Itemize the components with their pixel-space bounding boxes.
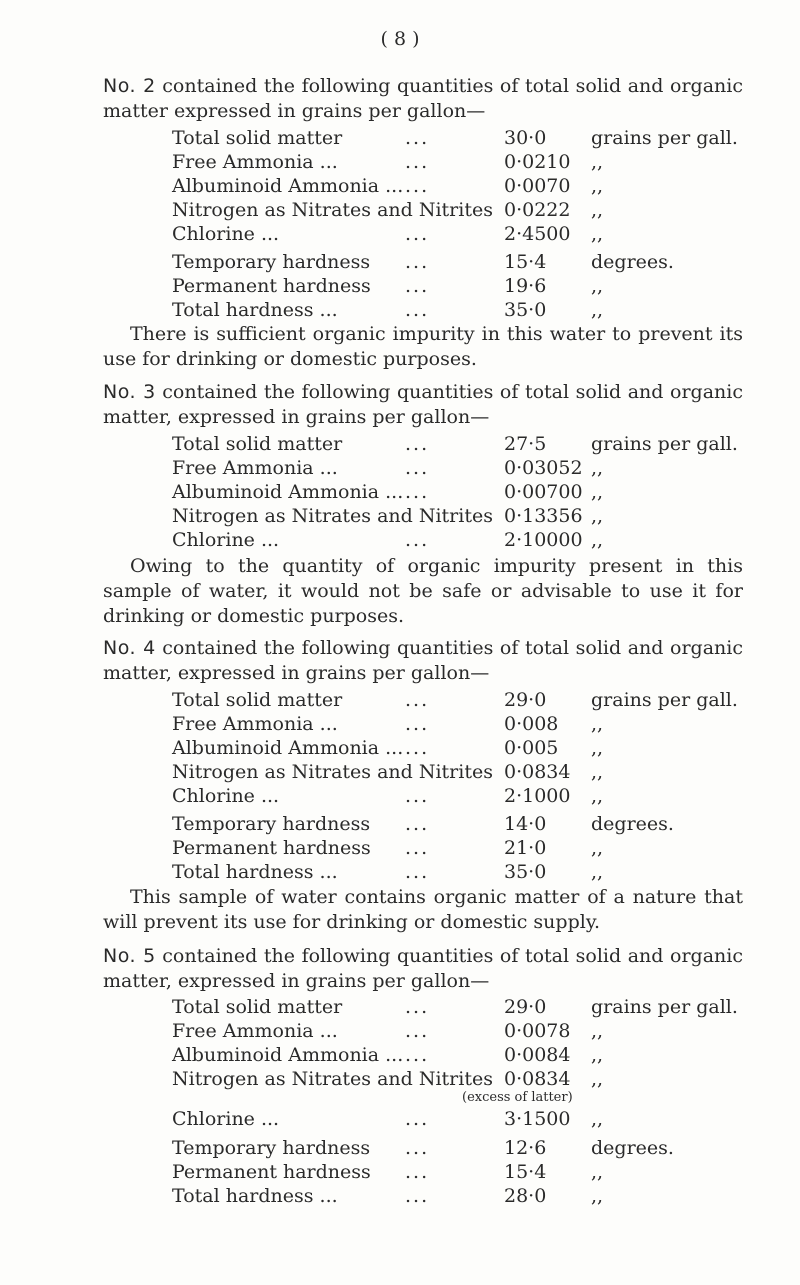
table-row	[0, 126, 800, 151]
table-row	[0, 688, 800, 713]
row-unit: ,,	[591, 737, 604, 759]
row-unit: ,,	[591, 761, 604, 783]
table-row	[0, 150, 800, 175]
row-label: Free Ammonia ...	[172, 713, 338, 735]
row-unit: ,,	[591, 1068, 604, 1090]
row-unit: grains per gall.	[591, 689, 738, 711]
section-conclusion: There is sufficient organic impurity in this water to prevent its use for drinking or domestic purposes.	[103, 323, 743, 370]
row-unit: grains per gall.	[591, 127, 738, 149]
row-label: Total hardness ...	[172, 1185, 338, 1207]
row-value: 29·0	[504, 996, 547, 1018]
row-unit: ,,	[591, 1044, 604, 1066]
leader-dots: ...	[405, 151, 430, 173]
leader-dots: ...	[405, 251, 430, 273]
row-label: Albuminoid Ammonia ...	[172, 1044, 404, 1066]
row-unit: ,,	[591, 299, 604, 321]
leader-dots: ...	[405, 737, 430, 759]
row-unit: grains per gall.	[591, 433, 738, 455]
row-unit: degrees.	[591, 1137, 674, 1159]
section-intro	[103, 74, 743, 124]
row-unit: ,,	[591, 457, 604, 479]
row-label: Total solid matter	[172, 127, 343, 149]
table-row	[0, 504, 800, 529]
row-unit: ,,	[591, 505, 604, 527]
row-value: 0·0222	[504, 199, 571, 221]
row-unit: ,,	[591, 837, 604, 859]
row-value: 2·10000	[504, 529, 583, 551]
row-unit: ,,	[591, 529, 604, 551]
row-unit: grains per gall.	[591, 996, 738, 1018]
section-conclusion: This sample of water contains organic matter of a nature that will prevent its use for drinking or domestic supply.	[103, 886, 743, 933]
leader-dots: ...	[405, 1108, 430, 1130]
section-intro	[103, 380, 743, 430]
intro-text: contained the following quantities of total solid and organic matter expressed in grains per gallon—	[103, 75, 743, 122]
row-label: Albuminoid Ammonia ...	[172, 737, 404, 759]
leader-dots: ...	[405, 1185, 430, 1207]
row-value: 28·0	[504, 1185, 547, 1207]
row-value: 29·0	[504, 689, 547, 711]
row-value: 0·0834	[504, 761, 571, 783]
row-label: Nitrogen as Nitrates and Nitrites	[172, 505, 493, 527]
row-label: Free Ammonia ...	[172, 457, 338, 479]
row-value: 0·008	[504, 713, 559, 735]
table-row	[0, 528, 800, 553]
leader-dots: ...	[405, 481, 430, 503]
row-label: Total hardness ...	[172, 299, 338, 321]
table-row	[0, 298, 800, 323]
row-unit: ,,	[591, 1020, 604, 1042]
row-unit: ,,	[591, 785, 604, 807]
table-row	[0, 1136, 800, 1161]
row-value: 14·0	[504, 813, 547, 835]
row-value: 0·0084	[504, 1044, 571, 1066]
row-value: 0·0070	[504, 175, 571, 197]
leader-dots: ...	[405, 713, 430, 735]
row-value: 0·0834	[504, 1068, 571, 1090]
leader-dots: ...	[405, 457, 430, 479]
leader-dots: ...	[405, 223, 430, 245]
table-row	[0, 812, 800, 837]
table-row	[0, 198, 800, 223]
table-row	[0, 432, 800, 457]
row-unit: degrees.	[591, 251, 674, 273]
table-row	[0, 712, 800, 737]
row-label: Permanent hardness	[172, 837, 371, 859]
row-label: Permanent hardness	[172, 1161, 371, 1183]
row-unit: ,,	[591, 175, 604, 197]
row-value: 35·0	[504, 861, 547, 883]
intro-text: contained the following quantities of total solid and organic matter, expressed in grains per gallon—	[103, 381, 743, 428]
row-value: 21·0	[504, 837, 547, 859]
leader-dots: ...	[405, 175, 430, 197]
leader-dots: ...	[405, 1137, 430, 1159]
leader-dots: ...	[405, 861, 430, 883]
leader-dots: ...	[405, 996, 430, 1018]
row-value: 35·0	[504, 299, 547, 321]
footnote-excess: (excess of latter)	[462, 1090, 573, 1105]
table-row	[0, 1107, 800, 1132]
table-row	[0, 456, 800, 481]
table-row	[0, 274, 800, 299]
row-label: Total solid matter	[172, 689, 343, 711]
row-unit: degrees.	[591, 813, 674, 835]
page-number: ( 8 )	[380, 28, 420, 50]
leader-dots: ...	[405, 1020, 430, 1042]
leader-dots: ...	[405, 529, 430, 551]
row-value: 3·1500	[504, 1108, 571, 1130]
table-row	[0, 836, 800, 861]
row-label: Free Ammonia ...	[172, 151, 338, 173]
leader-dots: ...	[405, 275, 430, 297]
leader-dots: ...	[405, 785, 430, 807]
row-label: Chlorine ...	[172, 223, 280, 245]
row-label: Albuminoid Ammonia ...	[172, 481, 404, 503]
table-row	[0, 860, 800, 885]
table-row	[0, 174, 800, 199]
table-row	[0, 250, 800, 275]
row-unit: ,,	[591, 1185, 604, 1207]
row-value: 0·0210	[504, 151, 571, 173]
row-value: 0·03052	[504, 457, 583, 479]
section-heading: No. 3	[103, 381, 156, 403]
row-value: 15·4	[504, 1161, 547, 1183]
row-label: Total hardness ...	[172, 861, 338, 883]
row-label: Total solid matter	[172, 433, 343, 455]
row-value: 15·4	[504, 251, 547, 273]
table-row	[0, 784, 800, 809]
row-label: Temporary hardness	[172, 813, 371, 835]
table-row	[0, 1184, 800, 1209]
row-value: 0·005	[504, 737, 559, 759]
table-row	[0, 1043, 800, 1068]
section-intro	[103, 636, 743, 686]
row-value: 0·00700	[504, 481, 583, 503]
row-unit: ,,	[591, 1161, 604, 1183]
row-value: 2·4500	[504, 223, 571, 245]
row-value: 27·5	[504, 433, 547, 455]
row-value: 30·0	[504, 127, 547, 149]
row-label: Total solid matter	[172, 996, 343, 1018]
section-heading: No. 2	[103, 75, 156, 97]
row-label: Temporary hardness	[172, 1137, 371, 1159]
table-row	[0, 736, 800, 761]
row-value: 2·1000	[504, 785, 571, 807]
row-value: 0·0078	[504, 1020, 571, 1042]
leader-dots: ...	[405, 837, 430, 859]
row-unit: ,,	[591, 861, 604, 883]
intro-text: contained the following quantities of total solid and organic matter, expressed in grains per gallon—	[103, 637, 743, 684]
row-unit: ,,	[591, 151, 604, 173]
section-heading: No. 5	[103, 945, 156, 967]
row-unit: ,,	[591, 199, 604, 221]
leader-dots: ...	[405, 299, 430, 321]
leader-dots: ...	[405, 813, 430, 835]
row-label: Albuminoid Ammonia ...	[172, 175, 404, 197]
intro-text: contained the following quantities of total solid and organic matter, expressed in grains per gallon—	[103, 945, 743, 992]
row-label: Chlorine ...	[172, 529, 280, 551]
row-label: Permanent hardness	[172, 275, 371, 297]
leader-dots: ...	[405, 1044, 430, 1066]
table-row	[0, 760, 800, 785]
section-heading: No. 4	[103, 637, 156, 659]
table-row	[0, 480, 800, 505]
row-label: Nitrogen as Nitrates and Nitrites	[172, 761, 493, 783]
row-unit: ,,	[591, 275, 604, 297]
leader-dots: ...	[405, 689, 430, 711]
row-label: Chlorine ...	[172, 785, 280, 807]
row-label: Temporary hardness	[172, 251, 371, 273]
table-row	[0, 1019, 800, 1044]
row-unit: ,,	[591, 481, 604, 503]
row-unit: ,,	[591, 223, 604, 245]
table-row	[0, 1160, 800, 1185]
leader-dots: ...	[405, 127, 430, 149]
leader-dots: ...	[405, 1161, 430, 1183]
table-row	[0, 995, 800, 1020]
row-unit: ,,	[591, 713, 604, 735]
row-label: Free Ammonia ...	[172, 1020, 338, 1042]
section-intro	[103, 944, 743, 994]
section-conclusion: Owing to the quantity of organic impurity present in this sample of water, it would not be safe or advisable to use it for drinking or domestic purposes.	[103, 555, 743, 627]
leader-dots: ...	[405, 433, 430, 455]
row-value: 19·6	[504, 275, 547, 297]
row-label: Nitrogen as Nitrates and Nitrites	[172, 1068, 493, 1090]
row-label: Nitrogen as Nitrates and Nitrites	[172, 199, 493, 221]
row-unit: ,,	[591, 1108, 604, 1130]
row-value: 0·13356	[504, 505, 583, 527]
table-row	[0, 222, 800, 247]
table-row	[0, 1067, 800, 1092]
row-label: Chlorine ...	[172, 1108, 280, 1130]
row-value: 12·6	[504, 1137, 547, 1159]
